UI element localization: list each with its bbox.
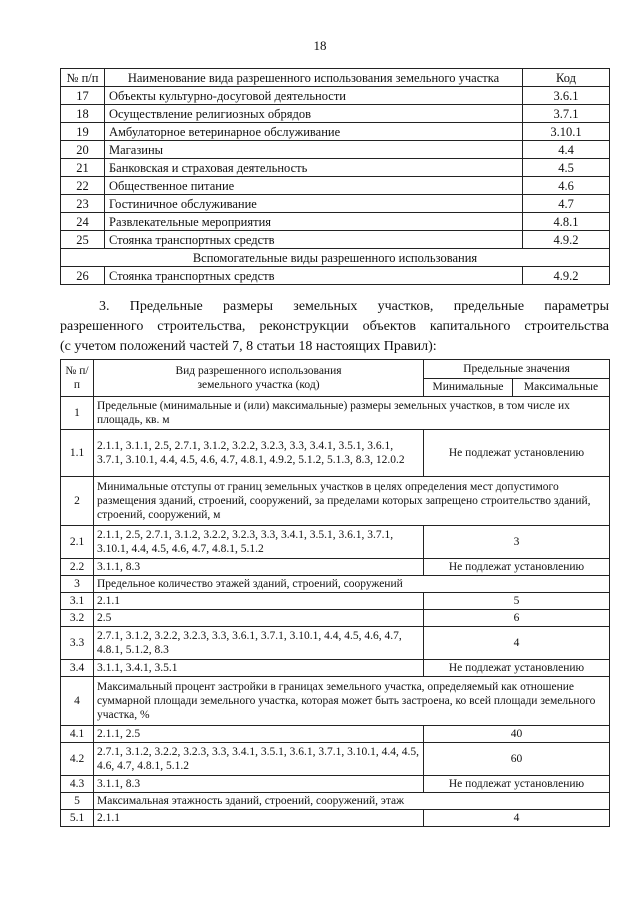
- row-name: Развлекательные мероприятия: [105, 213, 523, 231]
- section-text: Предельное количество этажей зданий, строений, сооружений: [94, 576, 610, 593]
- header-code: Код: [523, 69, 610, 87]
- header-kind-line: земельного участка (код): [197, 379, 320, 391]
- row-num: 3.2: [61, 610, 94, 627]
- row-value: 6: [424, 610, 610, 627]
- table-row: [61, 231, 610, 249]
- row-value: 3: [424, 526, 610, 559]
- page-number: 18: [313, 38, 327, 53]
- section-title: Вспомогательные виды разрешенного использования: [61, 249, 610, 267]
- limit-parameters-table: [60, 359, 610, 827]
- section-row: [61, 793, 610, 810]
- section-text: Максимальный процент застройки в границах земельного участка, определяемый как отношение суммарной площади земельного участка, которая может быть застроена, ко всей площади земельного участка, %: [94, 677, 610, 726]
- row-num: 4.3: [61, 776, 94, 793]
- table-row: [61, 87, 610, 105]
- table-row: [61, 123, 610, 141]
- table-header-row: [61, 69, 610, 87]
- row-value: 5: [424, 593, 610, 610]
- row-num: 2.2: [61, 559, 94, 576]
- row-name: Магазины: [105, 141, 523, 159]
- row-name: Амбулаторное ветеринарное обслуживание: [105, 123, 523, 141]
- row-num: 2: [61, 477, 94, 526]
- paragraph-line: (с учетом положений частей 7, 8 статьи 18 настоящих Правил):: [60, 339, 437, 354]
- section-text: Минимальные отступы от границ земельных участков в целях определения мест допустимого размещения зданий, строений, сооружений, за пределами которых запрещено строительство зданий, строений, сооружений, м: [94, 477, 610, 526]
- row-num: 25: [61, 231, 105, 249]
- row-code: 3.6.1: [523, 87, 610, 105]
- table-row: [61, 141, 610, 159]
- row-codes: 2.1.1, 3.1.1, 2.5, 2.7.1, 3.1.2, 3.2.2, 3.2.3, 3.3, 3.4.1, 3.5.1, 3.6.1, 3.7.1, 3.10.1, 4.4, 4.5, 4.6, 4.7, 4.8.1, 4.9.2, 5.1.2, 5.1.3, 8.3, 12.0.2: [94, 430, 424, 477]
- header-num: № п/п: [61, 69, 105, 87]
- row-name: Объекты культурно-досуговой деятельности: [105, 87, 523, 105]
- row-num: 17: [61, 87, 105, 105]
- row-num: 26: [61, 267, 105, 285]
- table-row: [61, 526, 610, 559]
- header-min: Минимальные: [424, 378, 513, 397]
- row-num: 5: [61, 793, 94, 810]
- section-text: Предельные (минимальные и (или) максимальные) размеры земельных участков, в том числе их площадь, кв. м: [94, 397, 610, 430]
- section-row: [61, 397, 610, 430]
- table-row: [61, 430, 610, 477]
- table-header-row: [61, 360, 610, 379]
- table-row: [61, 810, 610, 827]
- table-row: [61, 776, 610, 793]
- row-codes: 3.1.1, 8.3: [94, 559, 424, 576]
- row-codes: 2.1.1, 2.5, 2.7.1, 3.1.2, 3.2.2, 3.2.3, 3.3, 3.4.1, 3.5.1, 3.6.1, 3.7.1, 3.10.1, 4.4, 4.5, 4.6, 4.7, 4.8.1, 5.1.2: [94, 526, 424, 559]
- row-value: Не подлежат установлению: [424, 559, 610, 576]
- row-num: 4: [61, 677, 94, 726]
- table-row: [61, 743, 610, 776]
- row-num: 3.4: [61, 660, 94, 677]
- section-row: [61, 249, 610, 267]
- row-num: 23: [61, 195, 105, 213]
- table-row: [61, 660, 610, 677]
- table-row: [61, 559, 610, 576]
- section-text: Максимальная этажность зданий, строений, сооружений, этаж: [94, 793, 610, 810]
- row-codes: 3.1.1, 3.4.1, 3.5.1: [94, 660, 424, 677]
- row-num: 24: [61, 213, 105, 231]
- table-row: [61, 627, 610, 660]
- row-name: Банковская и страховая деятельность: [105, 159, 523, 177]
- row-codes: 2.1.1, 2.5: [94, 726, 424, 743]
- row-name: Общественное питание: [105, 177, 523, 195]
- row-num: 18: [61, 105, 105, 123]
- row-code: 4.4: [523, 141, 610, 159]
- row-num: 3: [61, 576, 94, 593]
- row-num: 20: [61, 141, 105, 159]
- section-row: [61, 677, 610, 726]
- row-codes: 2.5: [94, 610, 424, 627]
- row-code: 4.9.2: [523, 267, 610, 285]
- row-name: Стоянка транспортных средств: [105, 231, 523, 249]
- header-limits: Предельные значения: [424, 360, 610, 379]
- paragraph-line: разрешенного строительства, реконструкции объектов капитального строительства: [60, 319, 609, 334]
- row-code: 4.5: [523, 159, 610, 177]
- row-name: Стоянка транспортных средств: [105, 267, 523, 285]
- row-value: 40: [424, 726, 610, 743]
- row-code: 4.7: [523, 195, 610, 213]
- row-num: 3.3: [61, 627, 94, 660]
- permitted-use-table: [60, 68, 610, 285]
- row-num: 4.2: [61, 743, 94, 776]
- row-num: 19: [61, 123, 105, 141]
- row-num: 3.1: [61, 593, 94, 610]
- table-row: [61, 105, 610, 123]
- row-codes: 2.1.1: [94, 810, 424, 827]
- row-value: Не подлежат установлению: [424, 430, 610, 477]
- row-code: 3.10.1: [523, 123, 610, 141]
- header-kind: [94, 360, 424, 397]
- paragraph-line: 3. Предельные размеры земельных участков, предельные параметры: [99, 299, 609, 314]
- header-max: Максимальные: [513, 378, 610, 397]
- row-code: 4.6: [523, 177, 610, 195]
- row-num: 4.1: [61, 726, 94, 743]
- header-name: Наименование вида разрешенного использования земельного участка: [105, 69, 523, 87]
- row-num: 21: [61, 159, 105, 177]
- row-value: 4: [424, 810, 610, 827]
- header-num: № п/п: [61, 360, 94, 397]
- row-codes: 2.1.1: [94, 593, 424, 610]
- table-row: [61, 593, 610, 610]
- row-code: 3.7.1: [523, 105, 610, 123]
- paragraph-3: [60, 297, 609, 357]
- row-value: 60: [424, 743, 610, 776]
- row-name: Осуществление религиозных обрядов: [105, 105, 523, 123]
- row-num: 1.1: [61, 430, 94, 477]
- row-name: Гостиничное обслуживание: [105, 195, 523, 213]
- row-num: 5.1: [61, 810, 94, 827]
- section-row: [61, 576, 610, 593]
- section-row: [61, 477, 610, 526]
- table-row: [61, 213, 610, 231]
- table-row: [61, 177, 610, 195]
- table-row: [61, 159, 610, 177]
- table-row: [61, 726, 610, 743]
- row-codes: 2.7.1, 3.1.2, 3.2.2, 3.2.3, 3.3, 3.6.1, 3.7.1, 3.10.1, 4.4, 4.5, 4.6, 4.7, 4.8.1, 5.1.2, 8.3: [94, 627, 424, 660]
- row-codes: 3.1.1, 8.3: [94, 776, 424, 793]
- row-num: 22: [61, 177, 105, 195]
- table-row: [61, 267, 610, 285]
- row-value: Не подлежат установлению: [424, 660, 610, 677]
- row-num: 2.1: [61, 526, 94, 559]
- row-codes: 2.7.1, 3.1.2, 3.2.2, 3.2.3, 3.3, 3.4.1, 3.5.1, 3.6.1, 3.7.1, 3.10.1, 4.4, 4.5, 4.6, 4.7, 4.8.1, 5.1.2: [94, 743, 424, 776]
- row-value: 4: [424, 627, 610, 660]
- row-value: Не подлежат установлению: [424, 776, 610, 793]
- row-code: 4.8.1: [523, 213, 610, 231]
- table-row: [61, 195, 610, 213]
- header-kind-line: Вид разрешенного использования: [175, 365, 342, 377]
- row-num: 1: [61, 397, 94, 430]
- row-code: 4.9.2: [523, 231, 610, 249]
- table-row: [61, 610, 610, 627]
